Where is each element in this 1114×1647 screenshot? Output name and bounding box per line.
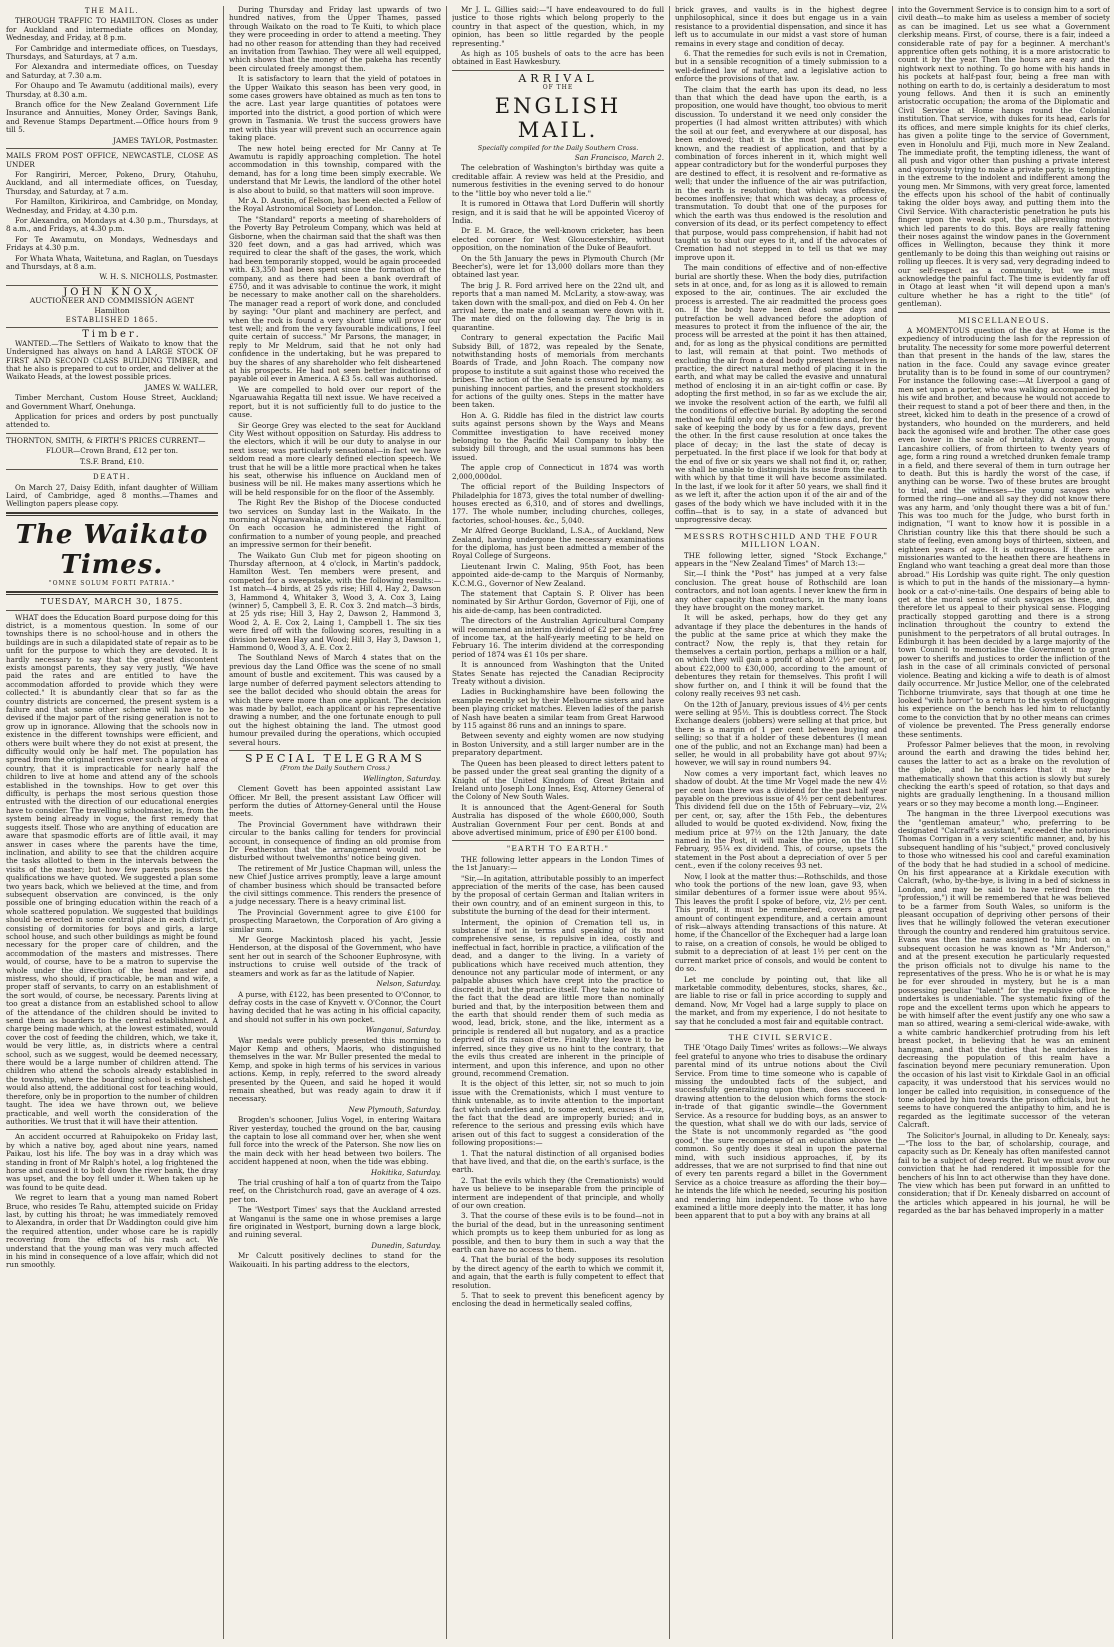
news-paragraph: Contrary to general expectation the Pacific Mail Subsidy Bill, of 1872, was repealed by the Senate, notwithstanding hosts of memorials from merchants Boards of Trade, and John Roach. The company now propose to institute a suit against those who received the bribes. The action of the Senate is censured by many, as punishing innocent parties, and the present stockholders for actions of the guilty ones. Steps in the matter have been taken. bbox=[452, 333, 664, 410]
telegrams-attribution: (From the Daily Southern Cross.) bbox=[280, 764, 390, 773]
masthead-rule bbox=[6, 512, 218, 516]
telegram-paragraph: The 'Westport Times' says that the Auckland arrested at Wanganui is the same one in whose premises a large fire originated in Westport, burning down a large block, and ruining several. bbox=[229, 1205, 441, 1240]
news-paragraph: The Southland News of March 4 states that on the previous day the Land Office was the scene of no small amount of bustle and excitement. This was caused by a large number of deferred payment selectors attending to see the ballot decided who should obtain the areas for which there were more than one applicant. The decision was made by ballot, each applicant or his representative drawing a number, and the one fortunate enough to pull out the highest obtaining the land. The utmost good humour prevailed during the operations, which occupied several hours. bbox=[229, 653, 441, 747]
news-paragraph: Ladies in Buckinghamshire have been following the example recently set by their Melbourne sisters and have been playing cricket matches. Eleven ladies of the parish of Nash have beaten a similar team from Great Harwood by 115 against 86 runs and an innings to spare. bbox=[452, 687, 664, 731]
letter-paragraph: 3. That the course of these evils is to be found—not in the burial of the dead, but in the unreasoning sentiment which prompts us to keep them unburied for as long as possible, and then to bury them in such a way that the earth can have no access to them. bbox=[452, 1211, 664, 1255]
news-paragraph: As high as 105 bushels of oats to the acre has been obtained in East Hawkesbury. bbox=[452, 49, 664, 67]
news-paragraph: Mr J. L. Gillies said:—"I have endeavoured to do full justice to those rights which belong properly to the country in that aspect of the question, which, in my opinion, has been so little regarded by the people representing." bbox=[452, 6, 664, 48]
telegram-place: Hokitika, Saturday. bbox=[370, 1167, 441, 1177]
letter-paragraph: 6. That the remedies for such evils is not in Cremation, but in a sensible recognition of a timely submission to a well-defined law of nature, and a legislative action to enforce the provisions of that law. bbox=[675, 49, 887, 84]
news-paragraph: On the 5th January the pews in Plymouth Church (Mr Beecher's), were let for 13,000 dollars more than they obtained last year. bbox=[452, 253, 664, 280]
telegram-paragraph: The Provincial Government have withdrawn their circular to the banks calling for tenders for provincial account, in consequence of finding an old promise from Dr Featherston that the arrangement would not be disturbed without twelvemonths' notice being given. bbox=[229, 819, 441, 863]
mail-notice: THROUGH TRAFFIC TO HAMILTON. Closes as under for Auckland and intermediate offices on Monday, Wednesday, and Friday, at 8 p.m. bbox=[6, 16, 218, 43]
column-3 bbox=[452, 6, 664, 1639]
civil-service-heading: THE CIVIL SERVICE. bbox=[728, 1032, 834, 1042]
divider bbox=[6, 148, 218, 149]
telegram-place: Wellington, Saturday. bbox=[362, 773, 441, 783]
telegram-paragraph: The retirement of Mr Justice Chapman will, unless the new Chief Justice arrives promptly, leave a large amount of chamber business which should be transacted before the civil sittings commence. This renders the presence of a judge necessary. There is a heavy criminal list. bbox=[229, 863, 441, 907]
column-2 bbox=[229, 6, 441, 1639]
mail-notice: For Hamilton, Kirikiriroa, and Cambridge, on Monday, Wednesday, and Friday, at 4.30 p.m. bbox=[6, 197, 218, 215]
divider bbox=[6, 469, 218, 470]
telegram-place: Wanganui, Saturday. bbox=[365, 1025, 441, 1035]
mail-heading: THE MAIL. bbox=[84, 7, 140, 15]
masthead-motto: "OMNE SOLUM FORTI PATRIA." bbox=[48, 579, 176, 587]
column-rule bbox=[446, 6, 447, 1639]
news-paragraph: We regret to learn that a young man named Robert Bruce, who resides Te Rahu, attempted suicide on Friday last, by cutting his throat; he was immediately removed to Alexandra, in order that Dr Waddington could give him the required attention, under whose care he is rapidly recovering from the effects of his rash act. We understand that the young man was very much affected in his mind in consequence of a love affair, which did not run smoothly. bbox=[6, 1193, 218, 1270]
advert-place: Hamilton bbox=[94, 305, 130, 315]
news-paragraph: The statement that Captain S. P. Oliver has been nominated by Sir Arthur Gordon, Governor of Fiji, one of his aide-de-camp, has been contradicted. bbox=[452, 588, 664, 615]
letter-paragraph: Let me conclude by pointing out, that like all marketable commodity, debentures, stocks, shares, &c., are liable to rise or fall in price according to supply and demand. Now, Mr Vogel had a large supply to place on the market, and from my experience, I do not hesitate to say that he concluded a most fair and equitable contract. bbox=[675, 974, 887, 1026]
news-paragraph: The celebration of Washington's birthday was quite a creditable affair. A review was held at the Presidio, and numerous festivities in the evening served to do honour to the "little boy who never told a lie." bbox=[452, 163, 664, 198]
telegram-paragraph: War medals were publicly presented this morning to Major Kemp and others, Maoris, who distinguished themselves in the war. Mr Buller presented the medal to Kemp, and spoke in high terms of his services in various actions. Kemp, in reply, referred to the sword already presented by the Queen, and said he hoped it would remain sheathed, but was ready again to draw it if necessary. bbox=[229, 1035, 441, 1104]
news-paragraph: Mr Alfred George Buckland, L.S.A., of Auckland, New Zealand, having undergone the necessary examinations for the diploma, has just been admitted a member of the Royal College of Surgeons. bbox=[452, 526, 664, 561]
news-paragraph: The Right Rev the Bishop of the Diocese conducted two services on Sunday last in the Waikato. In the morning at Ngaruawahia, and in the evening at Hamilton. On each occasion he administered the right of confirmation to a number of young people, and preached an impressive sermon for their benefit. bbox=[229, 498, 441, 550]
advert-title: AUCTIONEER AND COMMISSION AGENT bbox=[29, 296, 195, 306]
news-paragraph: It is announced from Washington that the United States Senate has rejected the Canadian Reciprocity Treaty without a division. bbox=[452, 660, 664, 687]
article-paragraph: Professor Palmer believes that the moon, in revolving around the earth and drawing the tides behind her, causes the latter to act as a brake on the revolution of the globe, and he considers that it may be mathematically shown that this action is slowly but surely checking the earth's speed of rotation, so that days and nights are gradually lengthening. In a thousand million years or so they may become a month long.—Engineer. bbox=[898, 739, 1110, 808]
news-paragraph: The directors of the Australian Agricultural Company will recommend an interim dividend of £2 per share, free of income tax, at the half-yearly meeting to be held on February 16. The interim dividend at the corresponding period of 1874 was £1 10s per share. bbox=[452, 616, 664, 659]
editorial-paragraph: WHAT does the Education Board purpose doing for this district, is a momentous question. In some of our townships there is no school-house and in others the buildings are in such a dilapidated state of repair as to be unfit for the purpose to which they are devoted. It is hardly necessary to say that the greatest discontent exists amongst parents, they say very justly, "We have paid the rates and are entitled to have the accommodation afforded to provide which they were collected." It is abundantly clear that so far as the country districts are concerned, the present system is a failure and that some other scheme will have to be devised if the major part of the rising generation is not to grow up in ignorance. Allowing that the schools now in existence in the different townships were efficient, and others were built where they do not exist at present, the difficulty would only be half met. The population has spread from the original centres over such a large area of country, that it is impracticable for nearly half the children to live at home and attend any of the schools established in the townships. How to get over this difficulty, is perhaps the most serious question those entrusted with the direction of our educational energies have to consider. The travelling schoolmaster, is, from the system being already in vogue, the first remedy that suggests itself. Those who are anything of education are aware that spasmodic efforts are of little avail, it may answer in cases where the parents have the time, inclination, and ability to see that the children acquire the tasks allotted to them in the intervals between the visits of the master; but how few parents possess the qualifications we have quoted. We suggested a plan some two years back, which we believed at the time, and from subsequent observation are convinced, is the only possible one of bringing education within the reach of a whole scattered population. We suggested that buildings should be erected in some central place in each district, consisting of dormitories for boys and girls, a large school house, and such other buildings as might be found necessary for the proper care of children, and the accommodation of the masters and mistresses. There would, of course, have to be a matron to supervise the whole under the direction of the head master and mistress, who should, if practicable, be man and wife, a proper staff of servants, to carry on an establishment of the sort would, of course, be necessary. Parents living at too great a distance from an established school to allow of the attendance of the children should be invited to send them as boarders to the central establishment. A charge being made which, at the lowest estimated, would cover the cost of feeding the children, which, we take it, would be very little, as, in districts where a central school, such as we suggest, would be deemed necessary, there would be a large number of children attend. The children who attend the schools already established in the township, where the boarding school is established, would also attend, the additional cost for teaching would, therefore, only be in proportion to the number of children taught. The idea we have thrown out, we believe practicable, and well worth the consideration of the authorities. We trust that it will have their attention. bbox=[6, 612, 218, 1126]
news-paragraph: Lieutenant Irwin C. Maling, 95th Foot, has been appointed aide-de-camp to the Marquis of Normanby, K.C.M.G., Governor of New Zealand. bbox=[452, 561, 664, 588]
timber-advert: Timber Merchant, Custom House Street, Auckland; and Government Wharf, Onehunga. bbox=[6, 393, 218, 411]
telegram-place: Dunedin, Saturday. bbox=[371, 1240, 441, 1250]
letter-paragraph: It will be asked, perhaps, how do they get any advantage if they place the debentures in the hands of the public at the same price at which they make the contract? Now, the reply is, that they retain for themselves a certain portion, perhaps a million or a half, on which they will gain a profit of about 2½ per cent, or about £22,000 to £30,000, according to the amount of debentures they retain for themselves. This profit I will show further on, and I think it will be found that the colony really receives 93 net cash. bbox=[675, 613, 887, 699]
masthead-rule bbox=[6, 591, 218, 595]
mail-notice: For Rangiriri, Mercer, Pokeno, Drury, Otahuhu, Auckland, and all intermediate offices, on Tuesday, Thursday, and Saturday, at 7 a.m. bbox=[6, 169, 218, 196]
english-mail-heading: ENGLISH MAIL. bbox=[494, 93, 622, 142]
article-paragraph: The hangman in the three Liverpool executions was the "gentleman amateur," who, preferring to be designated "Calcraft's assistant," exceeded the notorious Thomas Corrigan in a very scientific manner, and, by his subsequent handling of his "subject," proved conclusively to those who witnessed his cool and careful examination of the body that he had studied in a school of medicine. On his first appearance at a Kirkdale execution with Calcraft, (who, by-the-bye, is living in a bed of sickness in London, and may be said to have retired from the "profession,") it will be remembered that he was believed to be a farmer from South Wales, so uniform is the pleasant occupation of depriving other persons of their lives that he willingly followed the veteran executioner through the country and rendered him gratuitous service. Evans was then the name assigned to him; but on a subsequent occasion he was known as "Mr Anderson," and at the present execution he particularly requested the prison officials not to divulge his name to the representatives of the press. Who he is or what he is may be for ever shrouded in mystery, but he is a man possessing peculiar "talent" for the repulsive office he undertakes is undeniable. The systematic fixing of the rope and the excellent terms upon which he appears to be with himself after the event justify any one who saw a man so attired, wearing a semi-clerical wide-awake, with a white cambric handkerchief protruding from his left breast pocket, in believing that he was an eminent hangman, and that the duties that he undertakes in decreasing the population of this realm have a fascination beyond mere pecuniary remuneration. Upon the occasion of his last visit to Kirkdale Gaol in an official capacity, it was understood that his services would no longer be called into requisition, in consequence of the tone adopted by him towards the prison officials, but he seems to have conquered the antipathy to him, and he is regarded as the legitimate successor of the veteran Calcraft. bbox=[898, 809, 1110, 1130]
article-paragraph: THE 'Otago Daily Times' writes as follows:—We always feel grateful to anyone who tries to disabuse the ordinary parental mind of its untrue notions about the Civil Service. From time to time someone who is capable of missing the undoubted facts of the subject, and successfully generalizing upon them, does succeed in drawing attention to the delusion which forms the stock-in-trade of that gigantic swindle—the Government Service. As a resource for budding boys, as an answer to the question, what shall we do with our lads, service of the State is not uncommonly regarded as "the good good," the sure recompense of an education above the common. So gently does it steal in upon the paternal mind, with such insidious approaches, if, by its addresses, that we are not surprised to find that nine out of every ten parents regard a billet in the Government Service as a choice treasure as affording the their boy—he intends the life which he needed, securing his position and rendering him independent. To those who have examined a little more deeply into the matter, it has long been apparent that to put a boy with any brains at all bbox=[675, 1043, 887, 1221]
divider bbox=[452, 70, 664, 71]
news-paragraph: The Waikato Gun Club met for pigeon shooting on Thursday afternoon, at 4 o'clock, in Martin's paddock, Hamilton West. Ten members were present, and competed for a sweepstake, with the following results:—1st match—4 birds, at 25 yds rise; Hill 4, Hay 2, Dawson 3, Hammond 4, Whitaker 3, Wood 3, A. Cox 3, Laing (winner) 5, Campbell 3, E. R. Cox 3. 2nd match—3 birds, at 25 yds rise; Hill 3, Hay 2, Dawson 2, Hammond 3, Wood 2, A. E. Cox 2, Laing 1, Campbell 1. The six ties were fired off with the following scores, resulting in a division between Hay and Wood; Hill 3, Hay 3, Dawson 1, Hammond 0, Wood 3, A. E. Cox 2. bbox=[229, 550, 441, 653]
telegrams-heading: SPECIAL TELEGRAMS bbox=[245, 751, 425, 765]
miscellaneous-heading: MISCELLANEOUS. bbox=[958, 315, 1050, 325]
article-paragraph: A MOMENTOUS question of the day at Home is the expediency of introducing the lash for the repression of brutality. The necessity for some more powerful deterrent than that present in the hands of the law, stares the nation in the face. Could any savage evince greater brutality than is to be found in some of our countrymen? For instance the following case:—At Liverpool a gang of men set upon a porter, who was walking accompanied by his wife and brother, and because he would not accede to their request to stand a pot of beer there and then, in the street, kicked him to death in the presence of a crowd of bystanders, who hounded on the murderers, and held back the agonised wife and brother. The other case goes even lower in the scale of brutality. A dozen young Lancashire colliers, of from thirteen to twenty years of age, form a ring round a wretched drunken female tramp in a field, and there several of them in turn outrage her to death. But this is hardly the worst of the case, if anything can be worse. Two of these brutes are brought to trial, and the witnesses—the young savages who formed the ring—one and all say they did not know there was any harm, and 'only thought there was a bit of fun.' This was too much for the Judge, who burst forth in indignation, "I want to know how it is possible in a Christian country like this that there should be such a state of feeling, even among boys of thirteen, sixteen, and eighteen years of age. It is outrageous. If there are missionaries wanted to the heathen there are heathens in England who want teaching a great deal more than those abroad." His Lordship was quite right. The only question is which to put in the hands of the missionary—a hymn-book or a cat-o'-nine-tails. One despairs of being able to get at the moral sense of such savages as these, and therefore let us appeal to their physical sense. Flogging practically stopped garotting and there is a strong inclination throughout the country to extend the punishment to the perpetrators of all brutal outrages. In Edinburgh it has been decided by a large majority of the town Council to memorialise the Government to grant power to sheriffs and justices to order the infliction of the lash in the case of all criminals convicted of personal violence. Beating and kicking a wife to death is of almost daily occurrence. Mr Justice Mellor, one of the celebrated Tichborne triumvirate, says that though at one time he looked "with horror" to a return to the system of flogging his experience on the bench has led him to reluctantly come to the conviction that by no other means can crimes of violence be prevented. The Press generally endorse these sentiments. bbox=[898, 326, 1110, 739]
news-paragraph: It is satisfactory to learn that the yield of potatoes in the Upper Waikato this season has been very good, in some cases growers have obtained as much as ten tons to the acre. Last year large quantities of potatoes were imported into the district, a good portion of which were grown in Tasmania. We trust the success growers have met with this year will prevent such an occurrence again taking place. bbox=[229, 74, 441, 143]
letter-paragraph: 2. That the evils which they (the Cremationists) would have us believe to be inseparable from the principle of interment are independent of that principle, and wholly of our own creation. bbox=[452, 1175, 664, 1210]
mail-notice: For Cambridge and intermediate offices, on Tuesdays, Thursdays, and Saturdays, at 7 a.m. bbox=[6, 43, 218, 62]
letter-paragraph: Sir,—I think the "Post" has jumped at a very false conclusion. The great house of Rothschild are loan contractors, and not loan agents. I never knew the firm in any other capacity than contractors, in the many loans they have brought on the money market. bbox=[675, 569, 887, 613]
telegram-place: Nelson, Saturday. bbox=[376, 979, 441, 989]
telegram-paragraph: The trial crushing of half a ton of quartz from the Taipo reef, on the Christchurch road, gave an average of 4 ozs. per ton. bbox=[229, 1178, 441, 1204]
news-paragraph: The official report of the Building Inspectors of Philadelphia for 1873, gives the total number of dwelling-houses erected as 6,310, and of stores and dwellings, 177. The whole number, including churches, colleges, factories, school-houses. &c., 5,040. bbox=[452, 482, 664, 525]
timber-heading: Timber. bbox=[82, 329, 142, 341]
news-paragraph: An accident occurred at Rahuipokeko on Friday last, by which a native boy, aged about nine years, named Paikau, lost his life. The boy was in a dray which was standing in front of Mr Ralph's hotel, a log frightened the horse and caused it to bolt down the river bank, the dray was upset, and the boy fell under it. When taken up he was found to be quite dead. bbox=[6, 1132, 218, 1192]
divider bbox=[6, 327, 218, 328]
news-paragraph: During Thursday and Friday last upwards of two hundred natives, from the Upper Thames, passed through Waikato on the road to Te Kuiti, to which place they were proceeding in order to attend a meeting. They had no other reason for attending than they had received an invitation from Tawhiao. They were all well equipped, which shows that the money of the pakeha has recently been circulated freely amongst them. bbox=[229, 6, 441, 73]
telegram-paragraph: Clement Govett has been appointed assistant Law Officer. Mr Bell, the present assistant Law Officer will perform the duties of Attorney-General until the House meets. bbox=[229, 784, 441, 819]
divider bbox=[229, 750, 441, 751]
letter-paragraph: 1. That the natural distinction of all organised bodies that have lived, and that die, on the earth's surface, is the earth. bbox=[452, 1148, 664, 1175]
divider bbox=[898, 312, 1110, 313]
divider bbox=[6, 285, 218, 286]
postmaster-signature: JAMES TAYLOR, Postmaster. bbox=[113, 135, 218, 145]
telegram-paragraph: Mr Calcutt positively declines to stand for the Waikouaiti. In his parting address to the electors, bbox=[229, 1251, 441, 1269]
prices-advert: THORNTON, SMITH, & FIRTH'S PRICES CURRENT— bbox=[6, 435, 206, 445]
news-paragraph: Sir George Grey was elected to the seat for Auckland City West without opposition on Saturday. His address to the electors, which it will be our duty to analyse in our next issue; was particularly sensational—in fact we have seldom read a more clearly defined election speech. We trust that he will be a little more practical when he takes his seat, otherwise his influence on Auckland men of business will be nil. He makes many assertions which he will be held responsible for on the floor of the Assembly. bbox=[229, 420, 441, 497]
news-paragraph: It is rumored in Ottawa that Lord Dufferin will shortly resign, and it is said that he will be appointed Viceroy of India. bbox=[452, 199, 664, 225]
letter-paragraph: 5. That to seek to prevent this beneficent agency by enclosing the dead in hermetically sealed coffins, bbox=[452, 1291, 664, 1309]
mail-notice: For Te Awamutu, on Mondays, Wednesdays and Fridays at 4.30 p.m. bbox=[6, 234, 218, 253]
arrival-heading: ARRIVAL bbox=[518, 71, 598, 85]
divider bbox=[6, 433, 218, 434]
timber-advert: WANTED.—The Settlers of Waikato to know that the Undersigned has always on hand A LARGE STOCK OF FIRST AND SECOND CLASS BUILDING TIMBER, and that he also is prepared to cut to order, and deliver at the Waikato Heads, at the lowest possible prices. bbox=[6, 338, 218, 382]
mail-notice: For Alexandra, on Mondays at 4.30 p.m., Thursdays, at 8 a.m., and Fridays, at 4.30 p.m. bbox=[6, 215, 218, 234]
news-paragraph: The "Standard" reports a meeting of shareholders of the Poverty Bay Petroleum Company, which was held at Gisborne, when the chairman said that the shaft was then 320 feet down, and a gas had arrived, which was required to clear the shaft of the gases, the work, which had been temporarily stopped, would be again proceeded with. £3,350 had been spent since the formation of the company, and as there had been a bank overdraft of £750, and it was advisable to continue the work, it might be necessary to make another call on the shareholders. The manager read a report of work done, and concluded by saying: "Our plant and machinery are perfect, and when the rock is found a very short time will prove our test well; and from the very favourable indications, I feel quite certain of success." Mr Parsons, the manager, in reply to Mr Meldrum, said that he not only had confidence in the undertaking, but he was prepared to buy the shares of any shareholder who felt disheartened at his prospects. He had not seen better indications of payable oil ever in America. A £3 5s. call was authorised. bbox=[229, 214, 441, 384]
flour-price: T.S.F. Brand, £10. bbox=[79, 456, 145, 466]
news-paragraph: The apple crop of Connecticut in 1874 was worth 2,000,000dol. bbox=[452, 463, 664, 481]
news-paragraph: Between seventy and eighty women are now studying in Boston University, and a still larger number are in the preparatory department. bbox=[452, 731, 664, 758]
news-paragraph: We are compelled to hold over our report of the Ngaruawahia Regatta till next issue. We have received a report, but it is not sufficiently full to do justice to the cause. bbox=[229, 384, 441, 420]
masthead-title: The Waikato Times. bbox=[15, 519, 209, 580]
column-rule bbox=[892, 6, 893, 1639]
letter-paragraph: brick graves, and vaults is in the highest degree unphilosophical, since it does but engage us in a vain resistance to a providential dispensation, and since it has left us to accumulate in our midst a vast store of human remains in every stage and condition of decay. bbox=[675, 6, 887, 48]
divider bbox=[675, 528, 887, 529]
mail-notice: MAILS FROM POST OFFICE, NEWCASTLE, CLOSE AS UNDER bbox=[6, 151, 218, 169]
mail-notice: For Ohaupo and Te Awamutu (additional mails), every Thursday, at 8.30 a.m. bbox=[6, 81, 218, 99]
letter-paragraph: THE following letter appears in the London Times of the 1st January:— bbox=[452, 854, 664, 873]
telegram-place: New Plymouth, Saturday. bbox=[348, 1104, 441, 1114]
column-rule bbox=[669, 6, 670, 1639]
news-paragraph: Mr A. D. Austin, of Eelson, has been elected a Fellow of the Royal Astronomical Society of London. bbox=[229, 195, 441, 214]
advert-name: JOHN KNOX, bbox=[63, 286, 161, 298]
rothschild-heading: MESSRS ROTHSCHILD AND THE FOUR MILLION LOAN. bbox=[683, 531, 879, 550]
news-paragraph: The brig J. R. Ford arrived here on the 22nd ult, and reports that a man named M. McLarity, a stow-away, was taken down with the small-pox, and died on Feb 4. On her arrival here, the mate and a seaman were down with it. The mate died on the following day. The brig is in quarantine. bbox=[452, 280, 664, 332]
timber-signature: JAMES W. WALLER, bbox=[144, 382, 218, 392]
column-5 bbox=[898, 6, 1110, 1639]
column-4 bbox=[675, 6, 887, 1639]
column-1 bbox=[6, 6, 218, 1639]
divider bbox=[452, 840, 664, 841]
mail-notice: For Whata Whata, Waitetuna, and Raglan, on Tuesdays and Thursdays, at 8 a.m. bbox=[6, 253, 218, 271]
letter-paragraph: THE following letter, signed "Stock Exchange," appears in the "New Zealand Times" of March 13:— bbox=[675, 550, 887, 568]
letter-paragraph: "Sir,—In agitation, attributable possibly to an imperfect appreciation of the merits of the case, has been caused by the proposal of certain German and Italian writers in their own country, and of an eminent surgeon in this, to substitute the burning of the dead for their interment. bbox=[452, 873, 664, 917]
timber-advert: Application for prices and orders by post punctually attended to. bbox=[6, 412, 218, 430]
arrival-attribution: Specially compiled for the Daily Southern Cross. bbox=[477, 143, 639, 152]
news-paragraph: The new hotel being erected for Mr Canny at Te Awamutu is rapidly approaching completion. The hotel accommodation in this township, compared with the demand, has for a long time been simply execrable. We understand that Mr Lewis, the landlord of the other hotel is also about to build, so that matters will soon improve. bbox=[229, 143, 441, 195]
dateline: TUESDAY, MARCH 30, 1875. bbox=[40, 597, 184, 607]
death-heading: DEATH. bbox=[93, 473, 131, 482]
telegram-paragraph: The Provincial Government agree to give £100 for prospecting Maraetown, the Corporation of Aro giving a similar sum. bbox=[229, 907, 441, 934]
news-paragraph: Dr E. M. Grace, the well-known cricketer, has been elected coroner for West Gloucestershire, without opposition, on the nomination of the Duke of Beaufort. bbox=[452, 226, 664, 253]
letter-paragraph: The claim that the earth has upon its dead, no less than that which the dead have upon the earth, is a proposition, one would have thought, too obvious to merit discussion. To understand it we need only consider the properties (I had almost written attributes) with which the soil at our feet, and everywhere at our disposal, has been endowed; that it is the most potent antiseptic known, and the readiest of application, and that by a combination of forces inherent in it, which might well appear contradictory but for the wonderful purposes they are destined to effect, it is resolvent and re-formative as well; that under the influence of the air was putrifaction, in the earth is resolution; that which was offensive, becomes inoffensive; that which was decay, a process of transmutation. To doubt that one of the purposes for which the earth was thus endowed is the resolution and conversion of its dead, or its perfect competency to effect that purpose, would pass comprehension, if habit had not taught us to shut our eyes to it, and if the advocates of Cremation had not stepped in to tell us that we may improve upon it. bbox=[675, 84, 887, 262]
letter-paragraph: It is the object of this letter, sir, not so much to join issue with the Cremationists, which I must venture to think untenable, as to invite attention to the important fact which underlies and, to some extent, excuses it—viz, the fact that the dead are improperly buried; and in reference to the serious and pressing evils which have arisen out of this fact to suggest a consideration of the following propositions:— bbox=[452, 1079, 664, 1148]
letter-paragraph: The main conditions of effective and of non-effective burial are shortly these. When the body dies, putrifaction sets in at once, and, for as long as it is allowed to remain exposed to the air, continues. The air excluded the process is arrested. The air readmitted the process goes on. If the body have been dead some days and putrefaction be well advanced before the adoption of measures to protect it from the influence of the air, the process will be arrested at the point it has then attained, and, for as long as the physical conditions are permitted to last, will remain at that point. Two methods of excluding the air from a dead body present themselves in practice, the direct natural method of placing it in the earth, and what may be called the evasive and unnatural method of enclosing it in an air-tight coffin or case. By adopting the first method, in so far as we exclude the air, we invoke the resolvent action of the earth, we fulfil all the conditions of effective burial. By adopting the second method we fulfil only one of these conditions and, for the sake of keeping the body by us for a few days, prevent the other. In the first cause resolution at once takes the place of decay; in the last the state of decay is perpetuated. In the first place if we look for that body at the end of five or six years we shall not find it, or, rather, we shall be unable to distinguish its issue from the earth with which by that time it will have become assimilated. In the last, if we look for it after 50 years, we shall find it as we left it, after the action upon it of the air and of the gases of the body which we have included with it in the coffin—that is to say, in a state of advanced but unprogressive decay. bbox=[675, 263, 887, 525]
advert-established: ESTABLISHED 1865. bbox=[65, 316, 159, 324]
column-rule bbox=[223, 6, 224, 1639]
letter-paragraph: Now, I look at the matter thus:—Rothschilds, and those who took the portions of the new loan, gave 93, when similar debentures of a former issue were about 95¼. This leaves the profit I spoke of before, viz, 2½ per cent. This profit, it must be remembered, covers a great amount of contingent expenditure, and a certain amount of risk—always attending transactions of this nature. At home, if the Chancellor of the Exchequer had a large loan to raise, on a creation of consols, he would be obliged to submit to a depreciation of at least 1½ per cent on the current market price of consols, and would be content to do so. bbox=[675, 871, 887, 974]
mail-notice: For Alexandra and intermediate offices, on Tuesday and Saturday, at 7.30 a.m. bbox=[6, 62, 218, 80]
earth-to-earth-heading: "EARTH TO EARTH." bbox=[506, 844, 610, 854]
postmaster-signature: W. H. S. NICHOLLS, Postmaster. bbox=[99, 272, 218, 282]
telegram-paragraph: Brogden's schooner, Julius Vogel, in entering Waitara River yesterday, touched the ground on the bar, causing the captain to lose all command over her, when she went full force into the wreck of the Paterson. She now lies on the main deck with her head between two boilers. The accident happened at noon, when the tide was ebbing. bbox=[229, 1115, 441, 1167]
mail-notice: Branch office for the New Zealand Government Life Insurance and Annuities, Money Order, Savings Bank, and Revenue Stamps Department.—Office hours from 9 till 5. bbox=[6, 100, 218, 135]
letter-paragraph: Interment, the opinion of Cremation tell us, in substance if not in terms and speaking of its most comprehensive sense, is repulsive in idea, costly and ineffectual in fact, horrible in practice, a vilification of the dead, and a danger to the living. In a variety of publications which have received much attention, they denounce not any particular mode of interment, or any palpable abuses which have crept into the practice to discredit it, but the practice itself. They take no notice of the fact that the dead are little more than nominally buried and that, by the interposition between them and the earth that should render them of such media as wood, lead, brick, stone, and the like, interment as a principle is rendered all but nugatory, and as a practice deprived of its raison d'etre. Finally they leave it to be inferred, since they give us no hint to the contrary, that the evils thus created are inherent in the principle of interment, and upon this inference, and upon no other ground, recommend Cremation. bbox=[452, 917, 664, 1078]
telegram-paragraph: Mr George Mackintosh placed his yacht, Jessie Henderson, at the disposal of the Government, who have sent her out in search of the Schooner Euphrosyne, with instructions to cruise well outside of the track of steamers and work as far as the latitude of Napier. bbox=[229, 935, 441, 978]
divider bbox=[675, 1029, 887, 1030]
telegram-paragraph: A purse, with £122, has been presented to O'Connor, to defray costs in the case of Knyvett v. O'Connor, the Court having decided that he was acting in his official capacity, and should not suffer in his own pocket. bbox=[229, 989, 441, 1024]
letter-paragraph: Now comes a very important fact, which leaves no shadow of doubt. At the time Mr Vogel made the new 4½ per cent loan there was a dividend for the past half year payable on the previous issue of 4½ per cent debentures. This dividend fell due on the 15th of February—viz, 2¼ per cent, or, say, after the 15th Feb., the debentures alluded to would be quoted ex-dividend. Now, fixing the medium price at 97½ on the 12th January, the date named in the Post, it will make the price, on the 15th February, 95¼ ex dividend. This, of course, upsets the statement in the Post about a depreciation of over 5 per cent., even if the colony receives 93 net. bbox=[675, 768, 887, 871]
death-notice: On March 27, Daisy Edith, infant daughter of William Laird, of Cambridge, aged 8 months.—Thames and Wellington papers please copy. bbox=[6, 482, 218, 509]
divider bbox=[6, 610, 218, 611]
flour-price: FLOUR—Crown Brand, £12 per ton. bbox=[45, 446, 179, 456]
letter-paragraph: On the 12th of January, previous issues of 4½ per cents were selling at 95½. This is doubtless correct. The Stock Exchange dealers (jobbers) were selling at that price, but there is a margin of 1 per cent between buying and selling; so that if a holder of these debentures (I mean one of the public, and not an Exchange man) had been a seller, he would in all probability have got about 97¼; however, we will say in round numbers 94. bbox=[675, 699, 887, 768]
divider bbox=[6, 1129, 218, 1130]
news-paragraph: The Queen has been pleased to direct letters patent to be passed under the great seal granting the dignity of a Knight of the United Kingdom of Great Britain and Ireland unto Joseph Long Innes, Esq, Attorney General of the Colony of New South Wales. bbox=[452, 758, 664, 802]
arrival-place: San Francisco, March 2. bbox=[574, 153, 664, 163]
news-paragraph: Hon A. G. Riddle has filed in the district law courts suits against persons shown by the Ways and Means Committee investigation to have received money belonging to the Pacific Mail Company to lobby the subsidy bill through, and the usual summons has been issued. bbox=[452, 410, 664, 462]
news-paragraph: It is announced that the Agent-General for South Australia has disposed of the whole £600,000, South Australian Government Four per cent. Bonds at and above advertised minimum, price of £90 per £100 bond. bbox=[452, 802, 664, 837]
article-paragraph: into the Government Service is to consign him to a sort of civil death—to make him as useless a member of society as can be imagined. Let us see what a Government clerkship means. First, of course, there is a fair, indeed a considerable rate of pay for a beginner. A merchant's apprentice often gets nothing, it is a more aristocratic to count it by the year. Then the hours are easy and the nightwork next to nothing. To go home with his hands in his pockets at half-past four, being a free man with nothing on earth to do, is certainly a desideratum to most young fellows. And then it is such an eminently aristocratic occupation; the aroma of the Diplomatic and Civil Service at Home hangs round the Colonial institution. That service, with dukes for its head, earls for its offices, and mere simple knights for its chief clerks, has given a polite tinge to the service of Government, even in Honolulu and Fiji, much more in New Zealand. The immediate profit, the tempting idleness, the want of all push and vigor other than pushing a private interest and vigorously trying to make a private party, is tempting in the extreme to the indolent and indifferent among the young men. Mr Simmons, with very great force, lamented the effects upon his school of the habit of continually taking the older boys away, and putting them into the Civil Service. With characteristic penetration he puts his finger upon the weak spot, the all-prevailing motive which led parents to do this. Boys are really fattening their noses against the window panes in the Government offices in Wellington, because they think it more gentlemanly to be doing this than weighing out raisins or rolling up fleeces. It is very sad, very degrading indeed to our self-respect as a community, but we must acknowledge the painful fact. The time is evidently far off in Otago at least when "it will depend upon a man's culture whether he has a right to the title" (of gentleman). bbox=[898, 6, 1110, 309]
article-paragraph: The Solicitor's Journal, in alluding to Dr. Kenealy, says:—"The loss to the bar, of scholarship, courage, and capacity such as Dr. Kenealy has often manifested cannot fail to be a subject of deep regret. But we must avow our conviction that he had rendered it impossible for the benchers of his Inn to act otherwise than they have done. The view which has been put forward in an unfitted to consideration; that if Dr. Kenealy disbarred on account of the articles which appeared in his journal, he will be regarded as the bar has behaved improperly in a matter bbox=[898, 1130, 1110, 1216]
arrival-of: OF THE bbox=[542, 84, 574, 92]
letter-paragraph: 4. That the burial of the body supposes its resolution by the direct agency of the earth to which we commit it, and again, that the earth is fully competent to effect that resolution. bbox=[452, 1255, 664, 1290]
